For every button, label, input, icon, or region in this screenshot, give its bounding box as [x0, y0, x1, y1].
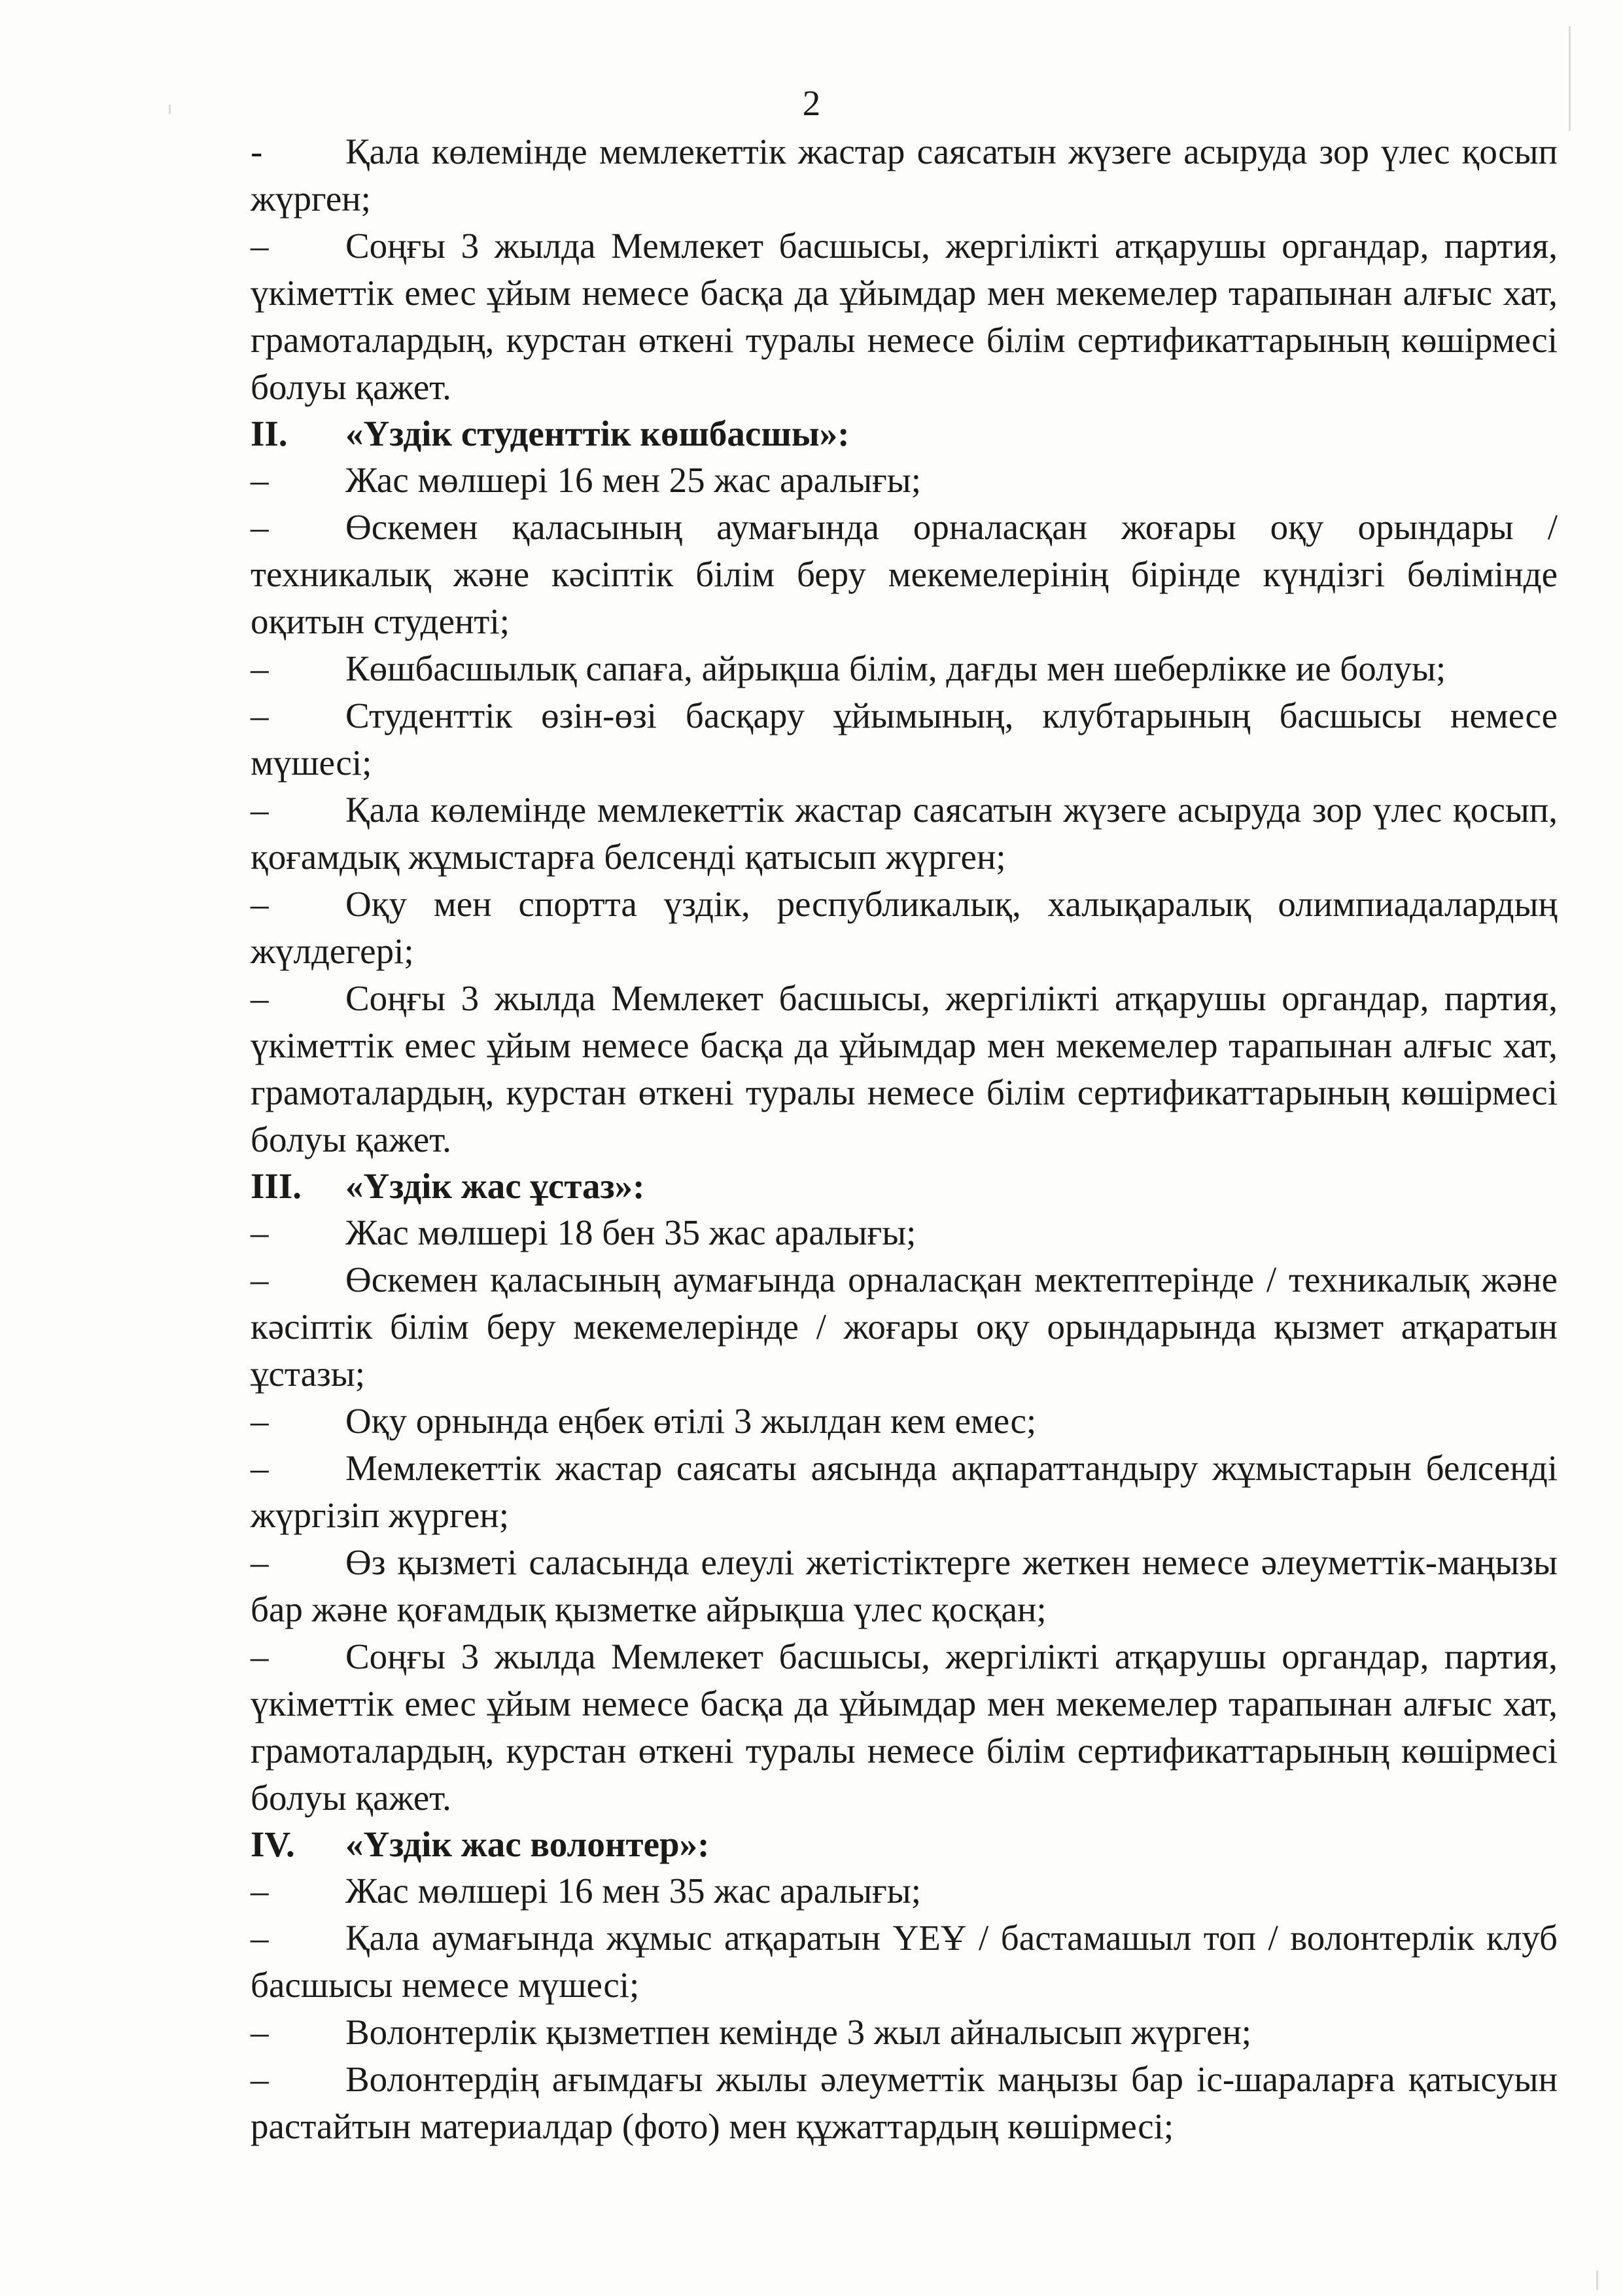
page-number: 2 — [802, 83, 821, 123]
list-item-text: Өскемен қаласының аумағында орналасқан жоғары оқу орындары / техникалық және кәсіптік білім беру мекемелерінің бірінде күндізгі бөлімінде оқитын студенті; — [251, 507, 1558, 641]
list-dash: – — [251, 884, 269, 924]
scan-artifact — [169, 105, 171, 114]
list-dash: – — [251, 226, 269, 266]
list-item-text: Қала көлемінде мемлекеттік жастар саясатын жүзеге асыруда зор үлес қосып жүрген; — [251, 132, 1558, 219]
list-item — [251, 1445, 1558, 1539]
list-item — [251, 128, 1558, 222]
list-item-text: Оқу орнында еңбек өтілі 3 жылдан кем емес; — [345, 1401, 1037, 1441]
list-dash: – — [251, 790, 269, 830]
list-item-text: Жас мөлшері 16 мен 25 жас аралығы; — [345, 460, 921, 500]
list-item-text: Соңғы 3 жылда Мемлекет басшысы, жергілікті атқарушы органдар, партия, үкіметтік емес ұйым немесе басқа да ұйымдар мен мекемелер тарапынан алғыс хат, грамоталардың, курстан өткені туралы немесе білім сертификаттарының көшірмесі болуы қажет. — [251, 1636, 1558, 1818]
list-item — [251, 692, 1558, 786]
section-title: «Үздік жас ұстаз»: — [345, 1166, 645, 1206]
list-item-text: Оқу мен спортта үздік, республикалық, халықаралық олимпиадалардың жүлдегері; — [251, 884, 1558, 971]
list-dash: – — [251, 2059, 269, 2099]
document-body — [251, 128, 1558, 2150]
list-item — [251, 881, 1558, 975]
list-dash: – — [251, 1212, 269, 1252]
list-item — [251, 457, 1558, 504]
list-dash: – — [251, 1448, 269, 1488]
list-item — [251, 222, 1558, 411]
list-dash: – — [251, 1871, 269, 1911]
section-heading — [251, 411, 1558, 457]
list-item-text: Соңғы 3 жылда Мемлекет басшысы, жергілікті атқарушы органдар, партия, үкіметтік емес ұйым немесе басқа да ұйымдар мен мекемелер тарапынан алғыс хат, грамоталардың, курстан өткені туралы немесе білім сертификаттарының көшірмесі болуы қажет. — [251, 978, 1558, 1159]
list-item — [251, 1633, 1558, 1822]
list-item — [251, 2056, 1558, 2150]
list-item-text: Соңғы 3 жылда Мемлекет басшысы, жергілікті атқарушы органдар, партия, үкіметтік емес ұйым немесе басқа да ұйымдар мен мекемелер тарапынан алғыс хат, грамоталардың, курстан өткені туралы немесе білім сертификаттарының көшірмесі болуы қажет. — [251, 226, 1558, 407]
list-item — [251, 1867, 1558, 1915]
list-dash: – — [251, 2012, 269, 2052]
list-item — [251, 1209, 1558, 1256]
list-item — [251, 504, 1558, 645]
list-dash: – — [251, 1636, 269, 1676]
list-item-text: Волонтерлік қызметпен кемінде 3 жыл айналысып жүрген; — [345, 2012, 1252, 2052]
list-item — [251, 786, 1558, 881]
section-heading — [251, 1822, 1558, 1867]
list-dash: – — [251, 507, 269, 547]
section-numeral: II. — [251, 414, 288, 453]
list-dash: – — [251, 1542, 269, 1582]
scan-artifact — [1596, 2270, 1598, 2290]
list-item — [251, 1915, 1558, 2009]
section-numeral: III. — [251, 1166, 302, 1206]
list-item-text: Өз қызметі саласында елеулі жетістіктерге жеткен немесе әлеуметтік-маңызы бар және қоғамдық қызметке айрықша үлес қосқан; — [251, 1542, 1558, 1629]
list-dash: – — [251, 1918, 269, 1958]
section-numeral: IV. — [251, 1824, 295, 1864]
list-item-text: Өскемен қаласының аумағында орналасқан мектептерінде / техникалық және кәсіптік білім беру мекемелерінде / жоғары оқу орындарында қызмет атқаратын ұстазы; — [251, 1260, 1558, 1394]
list-item-text: Мемлекеттік жастар саясаты аясында ақпараттандыру жұмыстарын белсенді жүргізіп жүрген; — [251, 1448, 1558, 1535]
list-dash: - — [251, 132, 263, 171]
list-item — [251, 2009, 1558, 2056]
list-item — [251, 645, 1558, 692]
list-item — [251, 1398, 1558, 1445]
list-item-text: Қала көлемінде мемлекеттік жастар саясатын жүзеге асыруда зор үлес қосып, қоғамдық жұмыстарға белсенді қатысып жүрген; — [251, 790, 1558, 877]
section-title: «Үздік жас волонтер»: — [345, 1824, 710, 1864]
list-dash: – — [251, 1401, 269, 1441]
list-item-text: Көшбасшылық сапаға, айрықша білім, дағды мен шеберлікке ие болуы; — [345, 648, 1446, 688]
list-item — [251, 975, 1558, 1163]
scan-artifact — [1569, 26, 1571, 131]
list-item-text: Жас мөлшері 18 бен 35 жас аралығы; — [345, 1212, 916, 1252]
list-item — [251, 1256, 1558, 1398]
list-item-text: Жас мөлшері 16 мен 35 жас аралығы; — [345, 1871, 921, 1911]
list-item-text: Волонтердің ағымдағы жылы әлеуметтік маңызы бар іс-шараларға қатысуын растайтын материалдар (фото) мен құжаттардың көшірмесі; — [251, 2059, 1558, 2146]
list-item-text: Қала аумағында жұмыс атқаратын ҮЕҰ / бастамашыл топ / волонтерлік клуб басшысы немесе мүшесі; — [251, 1918, 1558, 2005]
list-item-text: Студенттік өзін-өзі басқару ұйымының, клубтарының басшысы немесе мүшесі; — [251, 696, 1558, 783]
list-dash: – — [251, 648, 269, 688]
section-title: «Үздік студенттік көшбасшы»: — [345, 414, 850, 453]
list-dash: – — [251, 1260, 269, 1299]
list-dash: – — [251, 460, 269, 500]
list-item — [251, 1539, 1558, 1633]
list-dash: – — [251, 978, 269, 1018]
list-dash: – — [251, 696, 269, 735]
section-heading — [251, 1163, 1558, 1209]
